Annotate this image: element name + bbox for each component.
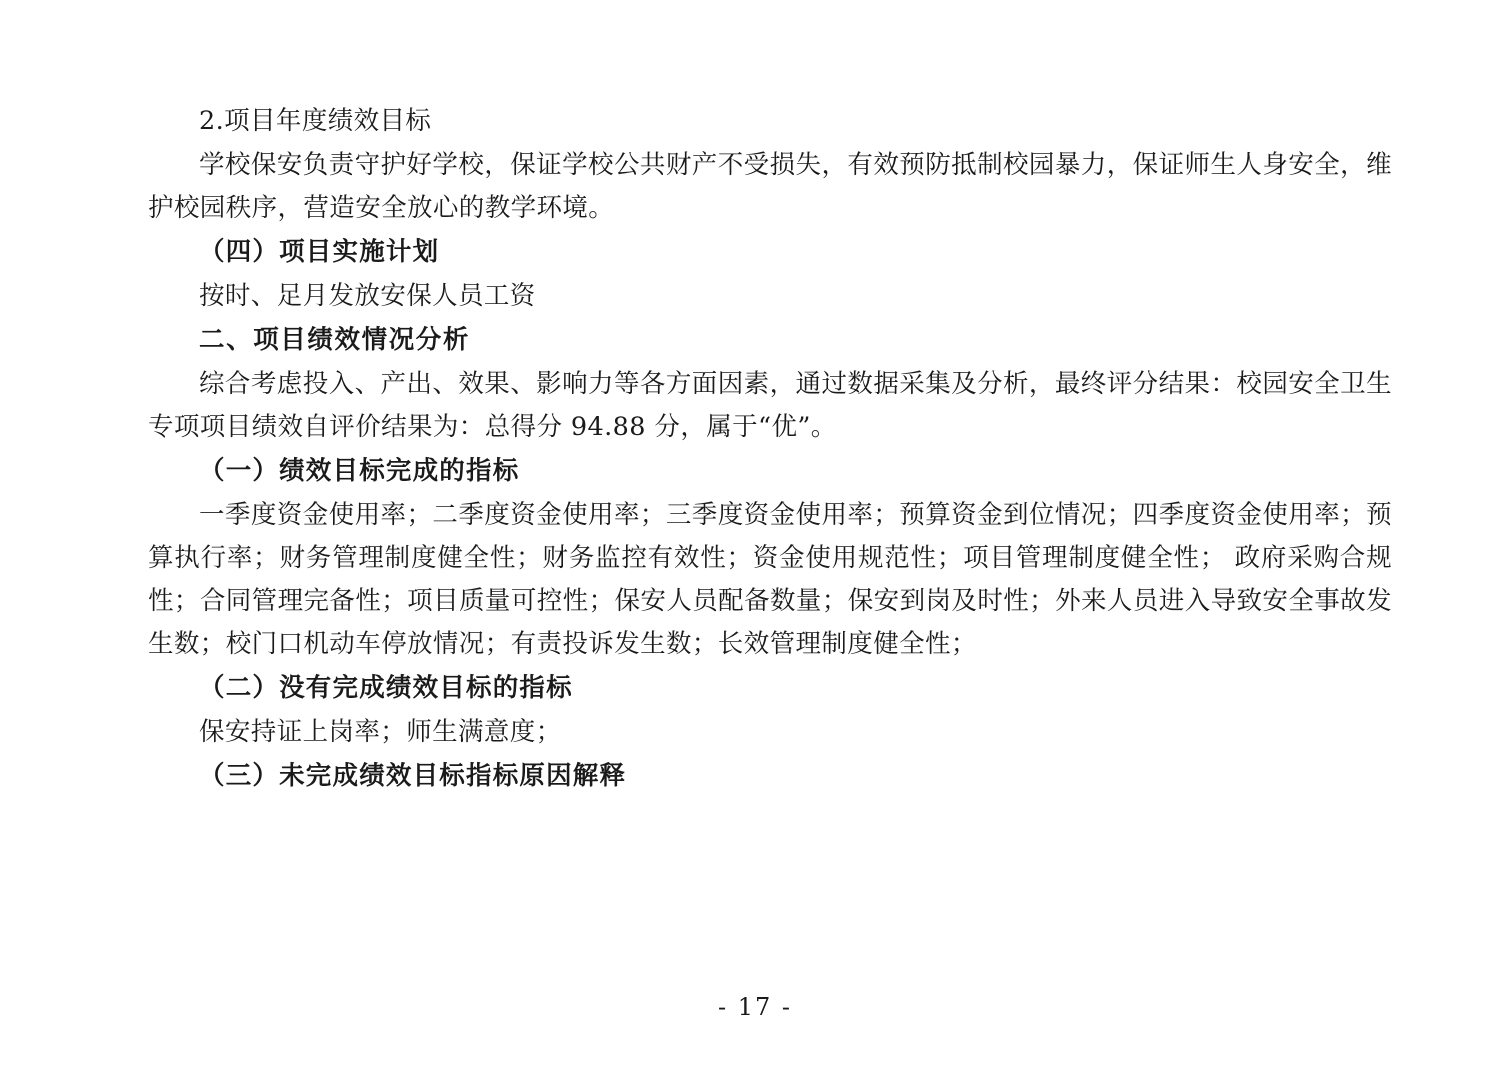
heading-uncompleted-reasons: （三）未完成绩效目标指标原因解释 — [199, 761, 627, 791]
page-number-footer: - 17 - — [717, 993, 792, 1021]
paragraph-uncompleted-indicators-content: 保安持证上岗率；师生满意度； — [199, 717, 562, 747]
heading-completed-indicators: （一）绩效目标完成的指标 — [199, 456, 520, 486]
heading-implementation-plan: （四）项目实施计划 — [199, 237, 440, 267]
paragraph-project-annual-goal-content: 学校保安负责守护好学校，保证学校公共财产不受损失，有效预防抵制校园暴力，保证师生人身安全，维护校园秩序，营造安全放心的教学环境。 — [148, 150, 1392, 223]
heading-performance-analysis: 二、项目绩效情况分析 — [199, 325, 471, 355]
paragraph-performance-analysis-content: 综合考虑投入、产出、效果、影响力等各方面因素，通过数据采集及分析，最终评分结果：校园安全卫生专项项目绩效自评价结果为：总得分 94.88 分，属于“优”。 — [148, 369, 1392, 442]
paragraph-project-annual-goal-title: 2.项目年度绩效目标 — [199, 106, 432, 136]
paragraph-completed-indicators-content: 一季度资金使用率；二季度资金使用率；三季度资金使用率；预算资金到位情况；四季度资金使用率；预算执行率；财务管理制度健全性；财务监控有效性；资金使用规范性；项目管理制度健全性； 政府采购合规性；合同管理完备性；项目质量可控性；保安人员配备数量；保安到岗及时性；外来人员进入导致安全事故发生数；校门口机动车停放情况；有责投诉发生数；长效管理制度健全性； — [148, 500, 1392, 659]
heading-uncompleted-indicators: （二）没有完成绩效目标的指标 — [199, 673, 573, 703]
paragraph-implementation-plan-content: 按时、足月发放安保人员工资 — [199, 281, 536, 311]
document-body — [148, 100, 1392, 798]
